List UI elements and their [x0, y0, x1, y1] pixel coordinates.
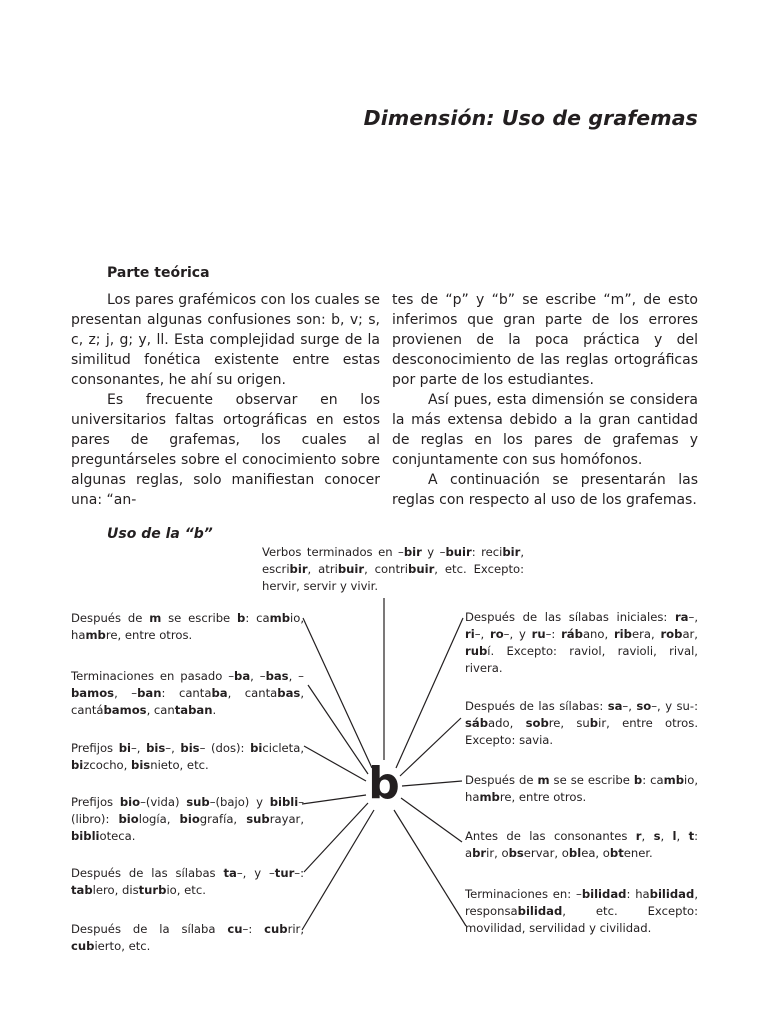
rule-text-bold: cu — [227, 922, 243, 936]
rule-text-bold: bi — [250, 741, 263, 755]
rule-text-bold: bio — [119, 795, 141, 809]
rule-text-bold: br — [472, 846, 487, 860]
rule-note-right-5 — [465, 886, 698, 937]
rule-text-bold: bilidad — [517, 904, 563, 918]
rule-text: –, — [622, 699, 637, 713]
rule-text: io, ha — [465, 773, 698, 804]
rule-text: –(bajo) y — [209, 795, 270, 809]
rule-text-bold: mb — [663, 773, 684, 787]
rule-text: Después de las sílabas — [71, 866, 224, 880]
rule-text-bold: ráb — [561, 627, 583, 641]
rule-text: Prefijos — [71, 741, 119, 755]
rule-text: , responsa — [465, 887, 698, 918]
rule-text: ar, — [682, 627, 698, 641]
rule-note-left-3 — [71, 740, 304, 774]
rule-text-bold: bs — [508, 846, 524, 860]
rule-text-bold: t — [688, 829, 695, 843]
rule-text: Después de las sílabas: — [465, 699, 608, 713]
rule-text: rayar, — [269, 812, 305, 826]
rule-text: y – — [421, 545, 446, 559]
rule-text: –(libro): — [71, 795, 305, 826]
rule-text: , etc. Excepto: hervir, servir y vivir. — [262, 562, 524, 593]
rule-text: –: — [242, 922, 265, 936]
rule-note-left-2 — [71, 668, 304, 719]
rule-note-right-4 — [465, 828, 698, 862]
rule-text: Después de — [465, 773, 538, 787]
rule-text-bold: bibli — [269, 795, 299, 809]
rule-text: Verbos terminados en – — [262, 545, 404, 559]
paragraph: Así pues, esta dimensión se considera la más extensa debido a la gran cantidad de reglas en los pares de grafemas y conjuntamente con sus homófonos. — [392, 392, 698, 468]
rule-text: . — [212, 703, 217, 717]
rule-text-bold: mb — [85, 628, 106, 642]
spoke-line-left-2 — [308, 685, 368, 774]
spoke-line-left-6 — [302, 810, 374, 930]
rule-note-top — [262, 544, 524, 595]
rule-text: –, y — [503, 627, 532, 641]
rule-text-bold: ro — [489, 627, 504, 641]
paragraph: Es frecuente observar en los universitarios faltas ortográficas en estos pares de grafemas, los cuales al preguntárseles sobre el conocimiento sobre algunas reglas, solo manifiestan conocer una: “an- — [71, 392, 380, 508]
rule-text-bold: rob — [660, 627, 683, 641]
spoke-line-left-4 — [302, 795, 366, 804]
spoke-line-left-3 — [304, 746, 366, 781]
spoke-line-left-5 — [304, 803, 368, 872]
rule-text: se escribe — [161, 611, 238, 625]
rule-text-bold: bio — [179, 812, 200, 826]
rule-text-bold: mb — [479, 790, 500, 804]
rule-text: –: — [294, 866, 304, 880]
rule-text: –, — [165, 741, 181, 755]
rule-text-bold: b — [237, 611, 246, 625]
rule-text: –, y su-: — [651, 699, 698, 713]
rule-text-bold: cub — [71, 939, 95, 953]
rule-text-bold: ba — [211, 686, 228, 700]
rule-text: , – — [250, 669, 266, 683]
rule-text: , etc. Excepto: movilidad, servilidad y civilidad. — [465, 904, 698, 935]
rule-text-bold: cub — [264, 922, 288, 936]
spoke-line-right-2 — [400, 718, 461, 776]
spoke-line-left-1 — [303, 618, 372, 768]
rule-text: , cantá — [71, 686, 304, 717]
rule-text: : ha — [626, 887, 650, 901]
rule-text-bold: l — [672, 829, 677, 843]
rule-note-left-1 — [71, 610, 304, 644]
spoke-line-right-5 — [394, 810, 466, 926]
rule-text-bold: ba — [234, 669, 251, 683]
rule-text-bold: bt — [609, 846, 624, 860]
rule-note-left-4 — [71, 794, 304, 845]
rule-text: –, — [688, 610, 698, 624]
rule-text-bold: bibli — [71, 829, 100, 843]
rule-text: , can — [146, 703, 175, 717]
rule-text-bold: tab — [71, 883, 93, 897]
spoke-line-right-3 — [402, 781, 462, 786]
rule-text: –(vida) — [140, 795, 187, 809]
right-text-column — [392, 290, 698, 510]
rule-text: –: — [545, 627, 562, 641]
rule-text-bold: ri — [465, 627, 475, 641]
rule-text: –, — [474, 627, 490, 641]
rule-text: , contri — [364, 562, 409, 576]
rule-text-bold: bamos — [71, 686, 115, 700]
rule-text-bold: bas — [265, 669, 289, 683]
rule-text: nieto, etc. — [150, 758, 209, 772]
rule-text-bold: r — [635, 829, 642, 843]
rule-text: lero, dis — [92, 883, 139, 897]
rule-text-bold: rib — [613, 627, 632, 641]
rule-text: re, entre otros. — [105, 628, 193, 642]
rule-text: ano, — [582, 627, 614, 641]
rule-text: era, — [631, 627, 661, 641]
rule-text: , atri — [307, 562, 338, 576]
rule-text: ado, — [488, 716, 526, 730]
rule-note-right-3 — [465, 772, 698, 806]
rule-text: : ca — [245, 611, 270, 625]
left-text-column — [71, 290, 380, 510]
rule-text-bold: bi — [118, 741, 131, 755]
paragraph: tes de “p” y “b” se escribe “m”, de esto inferimos que gran parte de los errores provienen de la poca práctica y del desconocimiento de las reglas ortográficas por parte de los estudiantes. — [392, 292, 698, 388]
rule-text: Después de la sílaba — [71, 922, 228, 936]
rule-text-bold: turb — [138, 883, 167, 897]
rule-text: í. Excepto: raviol, ravioli, rival, rivera. — [465, 644, 698, 675]
rule-text-bold: sa — [607, 699, 623, 713]
rule-text: Después de las sílabas iniciales: — [465, 610, 675, 624]
rule-text-bold: bis — [146, 741, 166, 755]
rule-text: oteca. — [99, 829, 136, 843]
rule-text: : canta — [161, 686, 212, 700]
rule-text: , – — [114, 686, 138, 700]
rule-text: ea, o — [581, 846, 610, 860]
rule-text: se se escribe — [549, 773, 634, 787]
diagram-title: Uso de la “b” — [107, 526, 213, 542]
rule-text-bold: taban — [174, 703, 213, 717]
rule-text: ierto, etc. — [94, 939, 151, 953]
rule-text: –, y – — [236, 866, 275, 880]
rule-note-right-1 — [465, 609, 698, 677]
rule-text: : ca — [642, 773, 664, 787]
spoke-line-right-1 — [396, 618, 463, 768]
rule-text-bold: bir — [403, 545, 422, 559]
rule-text: Antes de las consonantes — [465, 829, 636, 843]
rule-text: zcocho, — [83, 758, 132, 772]
rule-text: cicleta, — [262, 741, 305, 755]
rule-text-bold: sáb — [465, 716, 489, 730]
rule-text: : a — [465, 829, 699, 860]
paragraph: Los pares grafémicos con los cuales se presentan algunas confusiones son: b, v; s, c, z; j, g; y, ll. Esta complejidad surge de la similitud fonética existente entre estas consonantes, he ahí su origen. — [71, 292, 380, 388]
rule-text: Prefijos — [71, 795, 120, 809]
rule-text: , – — [288, 669, 304, 683]
paragraph: A continuación se presentarán las reglas con respecto al uso de los grafemas. — [392, 472, 698, 508]
rule-text-bold: so — [636, 699, 652, 713]
rule-text-bold: bis — [180, 741, 200, 755]
rule-text: Después de — [71, 611, 150, 625]
rule-text-bold: bis — [131, 758, 151, 772]
rule-text-bold: bilidad — [581, 887, 627, 901]
rule-text-bold: ra — [674, 610, 689, 624]
rule-note-left-6 — [71, 921, 304, 955]
rule-text: ir, entre otros. Excepto: savia. — [465, 716, 699, 747]
rule-text-bold: tur — [274, 866, 295, 880]
rule-text-bold: mb — [269, 611, 290, 625]
rule-text: ener. — [623, 846, 653, 860]
rule-text-bold: b — [589, 716, 599, 730]
section-heading: Parte teórica — [107, 265, 210, 281]
rule-text-bold: m — [537, 773, 550, 787]
rule-text: ir, o — [486, 846, 509, 860]
rule-text: re, su — [548, 716, 590, 730]
rule-text-bold: bamos — [103, 703, 147, 717]
rule-note-right-2 — [465, 698, 698, 749]
rule-text-bold: sub — [186, 795, 210, 809]
rule-text: ervar, o — [523, 846, 569, 860]
rule-text-bold: bas — [277, 686, 301, 700]
rule-text: , canta — [227, 686, 278, 700]
rule-text-bold: sub — [246, 812, 270, 826]
rule-text: , — [641, 829, 654, 843]
rule-text: Terminaciones en: – — [465, 887, 582, 901]
rule-text: , — [676, 829, 689, 843]
rule-text-bold: rub — [465, 644, 488, 658]
rule-text-bold: ban — [137, 686, 162, 700]
rule-text-bold: buir — [337, 562, 365, 576]
rule-text-bold: bir — [502, 545, 521, 559]
rule-text: re, entre otros. — [499, 790, 587, 804]
rule-note-left-5 — [71, 865, 304, 899]
rule-text-bold: bilidad — [649, 887, 695, 901]
spoke-line-right-4 — [401, 798, 462, 842]
rule-text-bold: bl — [568, 846, 582, 860]
rule-text: rir, — [287, 922, 305, 936]
rule-text: –, — [130, 741, 147, 755]
rule-text-bold: bio — [118, 812, 139, 826]
rule-text: io, ha — [71, 611, 304, 642]
rule-text: Terminaciones en pasado – — [71, 669, 235, 683]
rule-text-bold: s — [653, 829, 661, 843]
rule-text-bold: bi — [71, 758, 84, 772]
rule-text: logía, — [138, 812, 180, 826]
rule-text: , escri — [262, 545, 524, 576]
rule-text-bold: buir — [445, 545, 472, 559]
rule-text: – (dos): — [199, 741, 251, 755]
page-title: Dimensión: Uso de grafemas — [363, 106, 698, 130]
rule-text-bold: sob — [525, 716, 549, 730]
rule-text: io, etc. — [166, 883, 206, 897]
rule-text: grafía, — [199, 812, 247, 826]
rule-text-bold: bir — [289, 562, 308, 576]
rule-text: , — [660, 829, 673, 843]
rule-text-bold: ta — [223, 866, 237, 880]
rule-text-bold: ru — [531, 627, 546, 641]
rule-text-bold: buir — [408, 562, 435, 576]
rule-text: : reci — [471, 545, 503, 559]
rule-text-bold: b — [633, 773, 643, 787]
rule-text-bold: m — [149, 611, 162, 625]
center-letter-b: b — [368, 758, 400, 809]
